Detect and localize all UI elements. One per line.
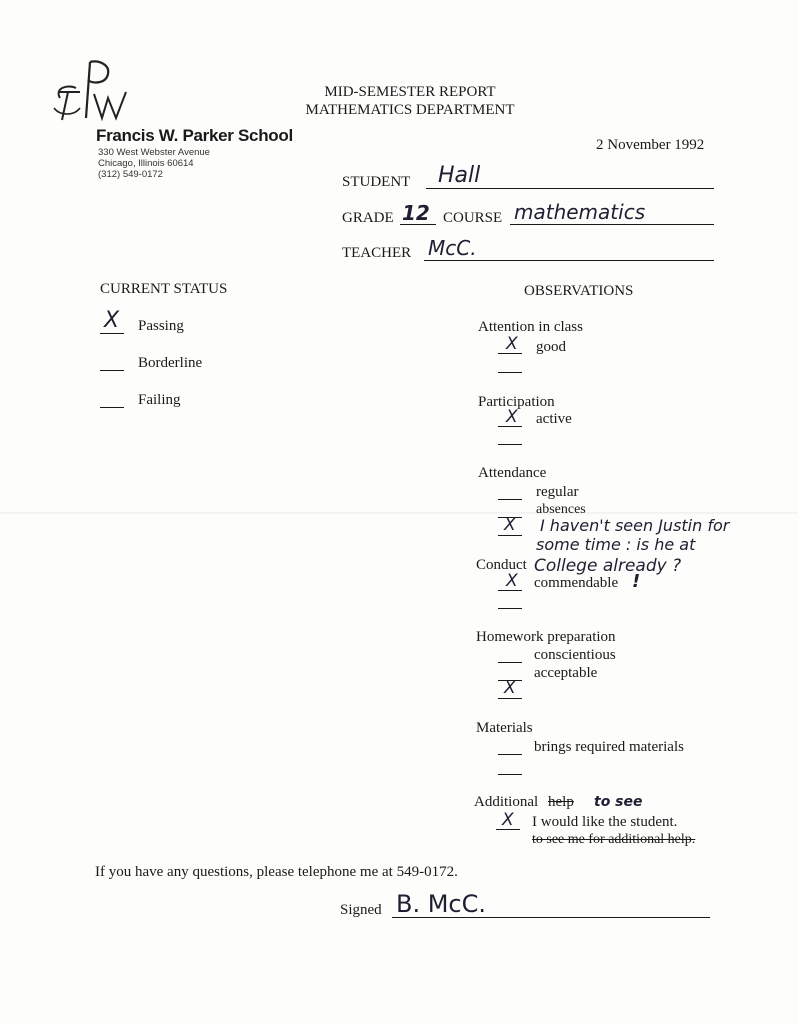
conduct-commendable: commendable <box>534 575 619 591</box>
school-address-line1: 330 West Webster Avenue <box>98 147 210 158</box>
failing-blank <box>100 407 124 408</box>
homework-blank-3 <box>498 698 522 699</box>
passing-mark: X <box>104 308 120 333</box>
report-title <box>290 83 530 119</box>
teacher-value: McC. <box>428 236 477 260</box>
additional-insert: to see <box>594 794 643 810</box>
materials-label: Materials <box>476 720 533 736</box>
attention-blank-2 <box>498 372 522 373</box>
attendance-note-line2: some time : is he at <box>536 535 696 554</box>
signed-label: Signed <box>340 902 382 918</box>
school-phone: (312) 549-0172 <box>98 169 163 180</box>
paper-fold <box>0 512 798 515</box>
signature: B. McC. <box>396 890 487 918</box>
homework-conscientious: conscientious <box>534 647 616 663</box>
course-value: mathematics <box>514 200 646 224</box>
attendance-regular: regular <box>536 484 579 500</box>
attention-good: good <box>536 339 566 355</box>
grade-value: 12 <box>402 201 430 225</box>
school-logo <box>50 58 140 130</box>
participation-blank-2 <box>498 444 522 445</box>
attendance-note-line1: I haven't seen Justin for <box>540 516 730 535</box>
school-address-line2: Chicago, Illinois 60614 <box>98 158 194 169</box>
teacher-label: TEACHER <box>342 245 412 261</box>
homework-acceptable: acceptable <box>534 665 598 681</box>
course-line <box>510 224 714 225</box>
questions-text: If you have any questions, please telephone me at 549-0172. <box>95 864 458 880</box>
participation-mark: X <box>506 407 518 427</box>
homework-blank-1 <box>498 662 522 663</box>
conduct-mark: X <box>506 571 518 591</box>
additional-struck-word: help <box>548 794 574 810</box>
additional-struck-line: to see me for additional help. <box>532 832 696 847</box>
course-label: COURSE <box>443 210 503 226</box>
additional-mark: X <box>502 810 514 830</box>
student-value: Hall <box>438 163 481 188</box>
report-title-line2: MATHEMATICS DEPARTMENT <box>305 102 515 118</box>
attendance-absences: absences <box>536 502 586 517</box>
attendance-mark: X <box>504 515 516 535</box>
borderline-option: Borderline <box>138 355 203 371</box>
materials-brings: brings required materials <box>534 739 684 755</box>
attention-mark: X <box>506 334 518 354</box>
attendance-note-line3: College already ? <box>534 556 682 576</box>
school-name: Francis W. Parker School <box>96 126 293 145</box>
current-status-heading: CURRENT STATUS <box>100 281 228 297</box>
conduct-label: Conduct <box>476 557 527 573</box>
attention-label: Attention in class <box>478 319 583 335</box>
additional-text: I would like the student. <box>532 814 678 830</box>
student-label: STUDENT <box>342 174 411 190</box>
school-logo-monogram <box>50 58 140 130</box>
materials-blank-1 <box>498 754 522 755</box>
report-date: 2 November 1992 <box>596 137 705 153</box>
passing-option: Passing <box>138 318 184 334</box>
participation-label: Participation <box>478 394 555 410</box>
conduct-blank-2 <box>498 608 522 609</box>
borderline-blank <box>100 370 124 371</box>
attendance-blank-3 <box>498 535 522 536</box>
homework-mark: X <box>504 678 516 698</box>
homework-label: Homework preparation <box>476 629 616 645</box>
participation-active: active <box>536 411 572 427</box>
failing-option: Failing <box>138 392 181 408</box>
attendance-label: Attendance <box>478 465 547 481</box>
attendance-blank-regular <box>498 499 522 500</box>
grade-label: GRADE <box>342 210 394 226</box>
passing-blank <box>100 333 124 334</box>
materials-blank-2 <box>498 774 522 775</box>
observations-heading: OBSERVATIONS <box>524 283 634 299</box>
student-line <box>426 188 714 189</box>
conduct-exclaim: ! <box>632 571 641 592</box>
additional-label: Additional <box>474 794 539 810</box>
report-title-line1: MID-SEMESTER REPORT <box>324 84 496 100</box>
teacher-line <box>424 260 714 261</box>
